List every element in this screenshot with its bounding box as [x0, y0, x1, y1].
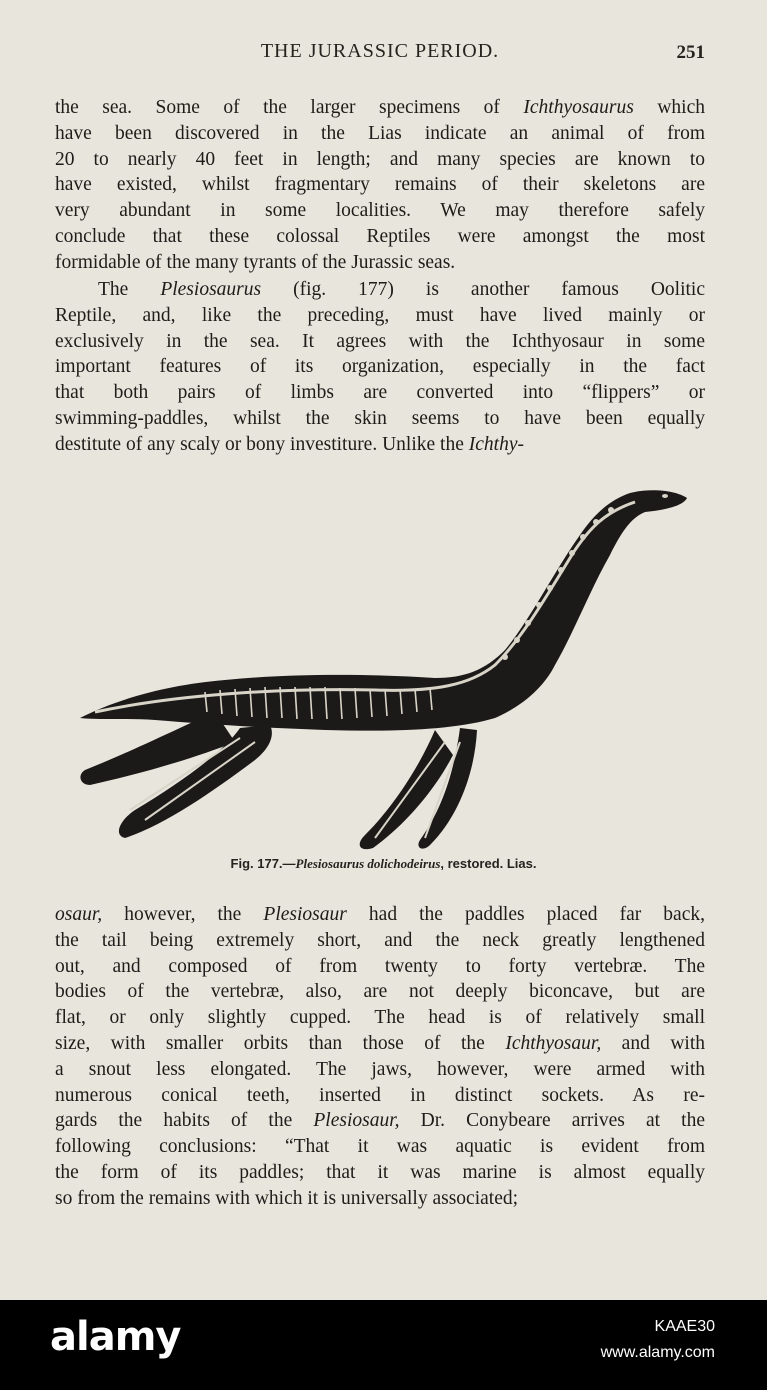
text-line: [55, 432, 705, 458]
page-number: 251: [676, 42, 705, 63]
text-run: swimming-paddles, whilst the skin seems to have been equally: [55, 407, 705, 429]
text-line: [55, 954, 705, 980]
text-run: had the paddles placed far back,: [346, 904, 705, 925]
text-line: [55, 902, 705, 928]
text-line: [55, 354, 705, 380]
italic-term: Plesiosaurus: [160, 279, 262, 300]
text-line: [55, 277, 705, 303]
text-run: (fig. 177) is another famous Oolitic: [261, 279, 705, 300]
text-run: which: [633, 97, 705, 118]
text-run: The: [98, 279, 161, 300]
text-run: formidable of the many tyrants of the Jurassic seas.: [55, 251, 456, 273]
caption-suffix: , restored. Lias.: [440, 856, 537, 871]
skull-eye: [662, 494, 668, 498]
text-line: [55, 329, 705, 355]
text-run: have been discovered in the Lias indicate an animal of from: [55, 122, 705, 144]
plesiosaurus-skeleton-drawing: [75, 480, 695, 860]
running-head-title: THE JURASSIC PERIOD.: [260, 40, 500, 62]
paragraph-2: [55, 277, 705, 458]
text-line: [55, 250, 705, 276]
text-run: destitute of any scaly or bony investiture. Unlike the: [55, 433, 469, 455]
text-run: conclude that these colossal Reptiles were amongst the most: [55, 225, 705, 247]
watermark-bar: [0, 1300, 767, 1390]
text-line: [55, 380, 705, 406]
text-run: and with: [601, 1032, 705, 1054]
paragraph-3: [55, 902, 705, 1212]
text-run: have existed, whilst fragmentary remains of their skeletons are: [55, 174, 705, 196]
text-line: [55, 95, 705, 121]
text-run: so from the remains with which it is universally associated;: [55, 1187, 519, 1209]
text-line: [55, 172, 705, 198]
caption-prefix: Fig. 177.—: [230, 856, 296, 871]
text-line: [55, 1134, 705, 1160]
image-id: KAAE30: [654, 1318, 715, 1335]
italic-term: osaur,: [55, 904, 103, 925]
text-run: Dr. Conybeare arrives at the: [399, 1110, 705, 1132]
text-run: important features of its organization, especially in the fact: [55, 356, 705, 378]
text-line: [55, 1160, 705, 1186]
italic-term: Plesiosaur,: [313, 1110, 400, 1132]
text-run: numerous conical teeth, inserted in distinct sockets. As re-: [55, 1084, 705, 1106]
text-run: exclusively in the sea. It agrees with the Ichthyosaur in some: [55, 330, 705, 352]
text-run: the tail being extremely short, and the neck greatly lengthened: [55, 929, 705, 951]
italic-term: Ichthyosaurus: [523, 97, 634, 118]
text-line: [55, 1005, 705, 1031]
italic-term: Plesiosaur: [263, 904, 347, 925]
text-run: following conclusions: “That it was aquatic is evident from: [55, 1136, 705, 1158]
text-run: Reptile, and, like the preceding, must have lived mainly or: [55, 304, 705, 326]
text-run: a snout less elongated. The jaws, however, were armed with: [55, 1058, 705, 1080]
text-line: [55, 1031, 705, 1057]
text-line: [55, 303, 705, 329]
text-run: 20 to nearly 40 feet in length; and many species are known to: [55, 148, 705, 170]
text-run: out, and composed of from twenty to forty vertebræ. The: [55, 955, 705, 977]
italic-term: Ichthyosaur,: [505, 1032, 602, 1054]
text-run: that both pairs of limbs are converted into “flippers” or: [55, 382, 705, 404]
text-line: [55, 406, 705, 432]
figure-caption: [0, 856, 767, 872]
text-line: [55, 1083, 705, 1109]
text-line: [55, 121, 705, 147]
text-run: the form of its paddles; that it was marine is almost equally: [55, 1161, 705, 1183]
text-line: [55, 1057, 705, 1083]
text-line: [55, 147, 705, 173]
text-line: [55, 1186, 705, 1212]
text-line: [55, 224, 705, 250]
text-line: [55, 1108, 705, 1134]
text-run: however, the: [102, 904, 264, 925]
caption-species: Plesiosaurus dolichodeirus: [295, 856, 441, 871]
text-run: very abundant in some localities. We may therefore safely: [55, 200, 705, 222]
site-url: www.alamy.com: [600, 1344, 715, 1361]
alamy-logo: alamy: [50, 1314, 181, 1360]
text-run: size, with smaller orbits than those of the: [55, 1032, 506, 1054]
text-line: [55, 979, 705, 1005]
plesiosaurus-illustration: [75, 480, 695, 860]
text-run: bodies of the vertebræ, also, are not deeply biconcave, but are: [55, 981, 705, 1003]
text-line: [55, 928, 705, 954]
text-run: the sea. Some of the larger specimens of: [55, 97, 524, 118]
italic-term: Ichthy-: [468, 433, 524, 455]
text-run: gards the habits of the: [55, 1110, 314, 1132]
text-run: flat, or only slightly cupped. The head is of relatively small: [55, 1007, 705, 1029]
running-head: [55, 40, 705, 68]
text-line: [55, 198, 705, 224]
paragraph-1: [55, 95, 705, 276]
